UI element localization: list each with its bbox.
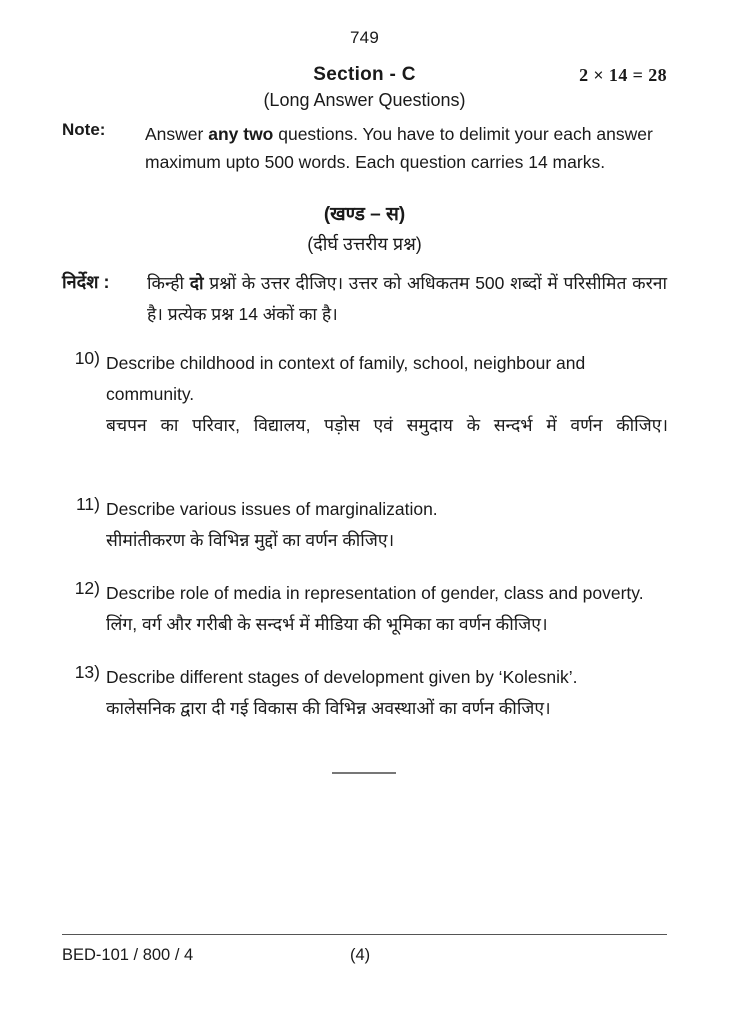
nirdesh-label: निर्देश :: [62, 272, 110, 292]
question-number: 13): [74, 662, 100, 682]
question-text-hindi: सीमांतीकरण के विभिन्न मुद्दों का वर्णन कीजिए।: [106, 530, 395, 550]
question-item: [62, 348, 668, 472]
question-number: 11): [76, 494, 100, 514]
nirdesh-text-part1: किन्ही: [147, 273, 190, 293]
question-text-hindi: बचपन का परिवार, विद्यालय, पड़ोस एवं समुदाय के सन्दर्भ में वर्णन कीजिए।: [106, 415, 668, 435]
question-item: [62, 494, 668, 556]
question-text-hindi: कालेसनिक द्वारा दी गई विकास की विभिन्न अवस्थाओं का वर्णन कीजिए।: [106, 698, 551, 718]
question-text-hindi: लिंग, वर्ग और गरीबी के सन्दर्भ में मीडिया की भूमिका का वर्णन कीजिए।: [106, 614, 548, 634]
note-text-part2: questions. You have to delimit your each answer maximum upto 500 words. Each question carries 14 marks.: [145, 124, 653, 172]
footer-page-number: (4): [350, 946, 371, 964]
end-of-paper-rule: [332, 772, 396, 774]
question-text-english: Describe role of media in representation of gender, class and poverty.: [106, 583, 644, 603]
note-text: [145, 120, 667, 176]
section-marks: 2 × 14 = 28: [579, 65, 667, 85]
note-block: [62, 120, 667, 176]
footer-divider: [62, 934, 667, 935]
section-title: Section - C: [313, 64, 416, 85]
note-text-emphasis: any two: [208, 124, 274, 144]
questions-list: [62, 348, 668, 724]
question-item: [62, 662, 668, 724]
section-subtitle-hindi: (दीर्घ उत्तरीय प्रश्न): [307, 234, 422, 254]
question-text-english: Describe various issues of marginalization.: [106, 499, 438, 519]
footer-paper-code: BED-101 / 800 / 4: [62, 946, 194, 964]
question-number: 12): [74, 578, 100, 598]
question-text-english: Describe different stages of development given by ‘Kolesnik’.: [106, 667, 578, 687]
section-subtitle-english: (Long Answer Questions): [263, 90, 466, 110]
khand-heading: (खण्ड – स): [323, 204, 406, 225]
section-header-row: [62, 64, 667, 88]
note-label: Note:: [62, 120, 106, 139]
question-text-english: Describe childhood in context of family, school, neighbour and community.: [106, 353, 586, 404]
nirdesh-text: [147, 268, 667, 330]
note-text-part1: Answer: [145, 124, 209, 144]
page-footer: [62, 946, 667, 970]
nirdesh-text-part2: प्रश्नों के उत्तर दीजिए। उत्तर को अधिकतम 500 शब्दों में परिसीमित करना है। प्रत्येक प्रश्न 14 अंकों का है।: [147, 273, 667, 324]
nirdesh-text-emphasis: दो: [189, 273, 204, 293]
nirdesh-block: [62, 268, 667, 330]
question-number: 10): [74, 348, 100, 368]
page-number-top: 749: [350, 28, 379, 47]
question-item: [62, 578, 668, 640]
